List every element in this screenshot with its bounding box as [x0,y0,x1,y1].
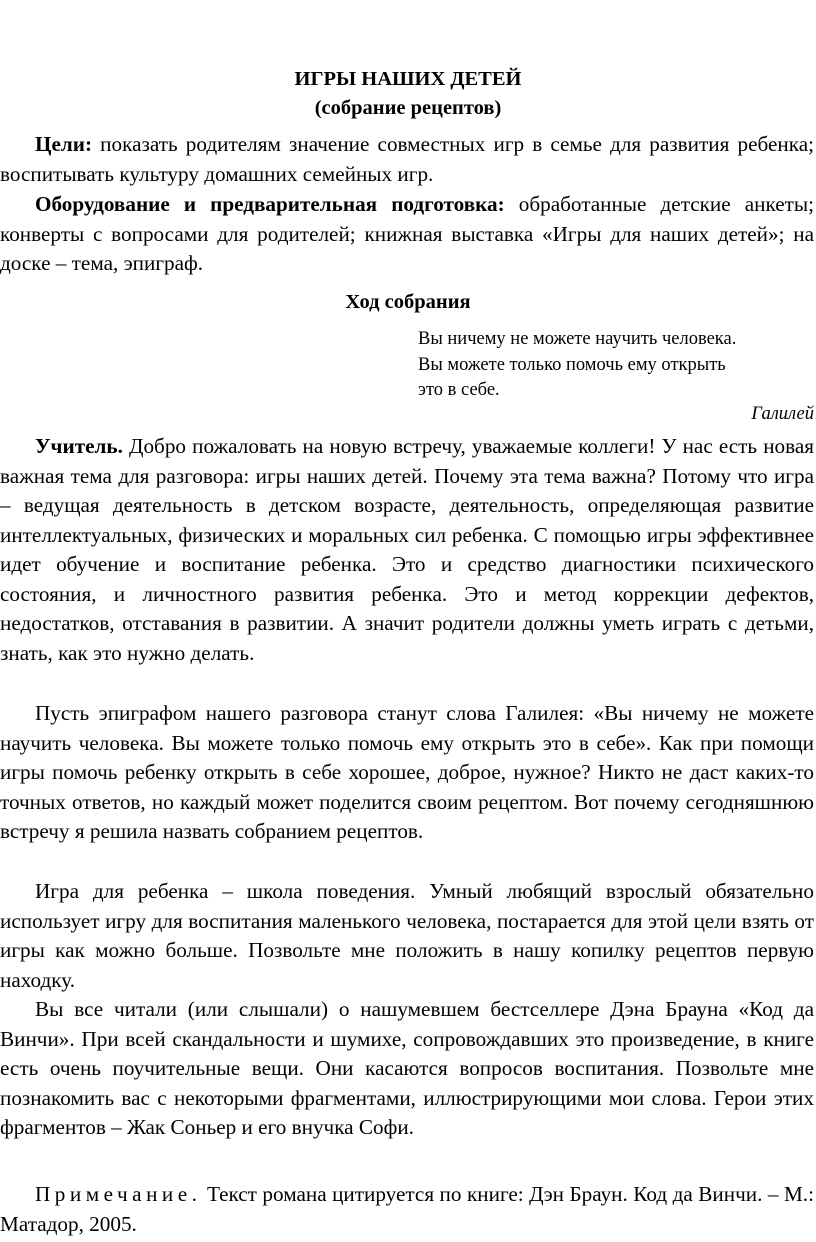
document-subtitle: (собрание рецептов) [314,97,502,119]
note-label: Примечание. [35,1182,202,1206]
epigraph [418,327,808,404]
note-text: Текст романа цитируется по книге: Дэн Браун. Код да Винчи. – М.: Матадор, 2005. [0,1182,814,1236]
epigraph-line: Вы можете только помочь ему открыть [418,354,726,375]
equipment-text: обработанные детские анкеты; конверты с вопросами для родителей; книжная выставка «Игры для наших детей»; на доске – тема, эпиграф. [0,192,814,275]
goals-paragraph [0,130,814,189]
body-paragraph-4: Вы все читали (или слышали) о нашумевшем бестселлере Дэна Брауна «Код да Винчи». При всей скандальности и шумихе, сопровождавших это произведение, в книге есть очень поучительные вещи. Они касаются вопросов воспитания. Позвольте мне познакомить вас с некоторыми фрагментами, иллюстрирующими мои слова. Герои этих фрагментов – Жак Соньер и его внучка Софи. [0,997,814,1139]
epigraph-line: это в себе. [418,380,500,401]
epigraph-line: Вы ничему не можете научить человека. [418,329,737,349]
goals-label: Цели: [35,132,93,156]
teacher-text: Добро пожаловать на новую встречу, уважаемые коллеги! У нас есть новая важная тема для разговора: игры наших детей. Почему эта тема важна? Потому что игра – ведущая деятельность в детском возрасте, деятельность, определяющая развитие интеллектуальных, физических и моральных сил ребенка. С помощью игры эффективнее идет обучение и воспитание ребенка. Это и средство диагностики психического состояния, и личностного развития ребенка. Это и метод коррекции дефектов, недостатков, отставания в развитии. А значит родители должны уметь играть с детьми, знать, как это нужно делать. [0,434,814,665]
body-paragraph-2: Пусть эпиграфом нашего разговора станут слова Галилея: «Вы ничему не можете научить человека. Вы можете только помочь ему открыть это в себе». Как при помощи игры помочь ребенку открыть в себе хорошее, доброе, нужное? Никто не даст каких-то точных ответов, но каждый может поделится своим рецептом. Вот почему сегодняшнюю встречу я решила назвать собранием рецептов. [0,701,814,843]
document-title: ИГРЫ НАШИХ ДЕТЕЙ [294,68,522,90]
teacher-label: Учитель. [35,434,123,458]
note-paragraph [0,1180,814,1239]
section-title: Ход собрания [345,291,471,313]
equipment-label: Оборудование и предварительная подготовка: [35,192,505,216]
teacher-paragraph [0,432,814,668]
body-paragraph-3: Игра для ребенка – школа поведения. Умный любящий взрослый обязательно использует игру для воспитания маленького человека, постарается для этой цели взять от игры как можно больше. Позвольте мне положить в нашу копилку рецептов первую находку. [0,879,814,992]
equipment-paragraph [0,190,814,279]
epigraph-author: Галилей [751,404,814,424]
goals-text: показать родителям значение совместных игр в семье для развития ребенка; воспитывать культуру домашних семейных игр. [0,132,814,186]
